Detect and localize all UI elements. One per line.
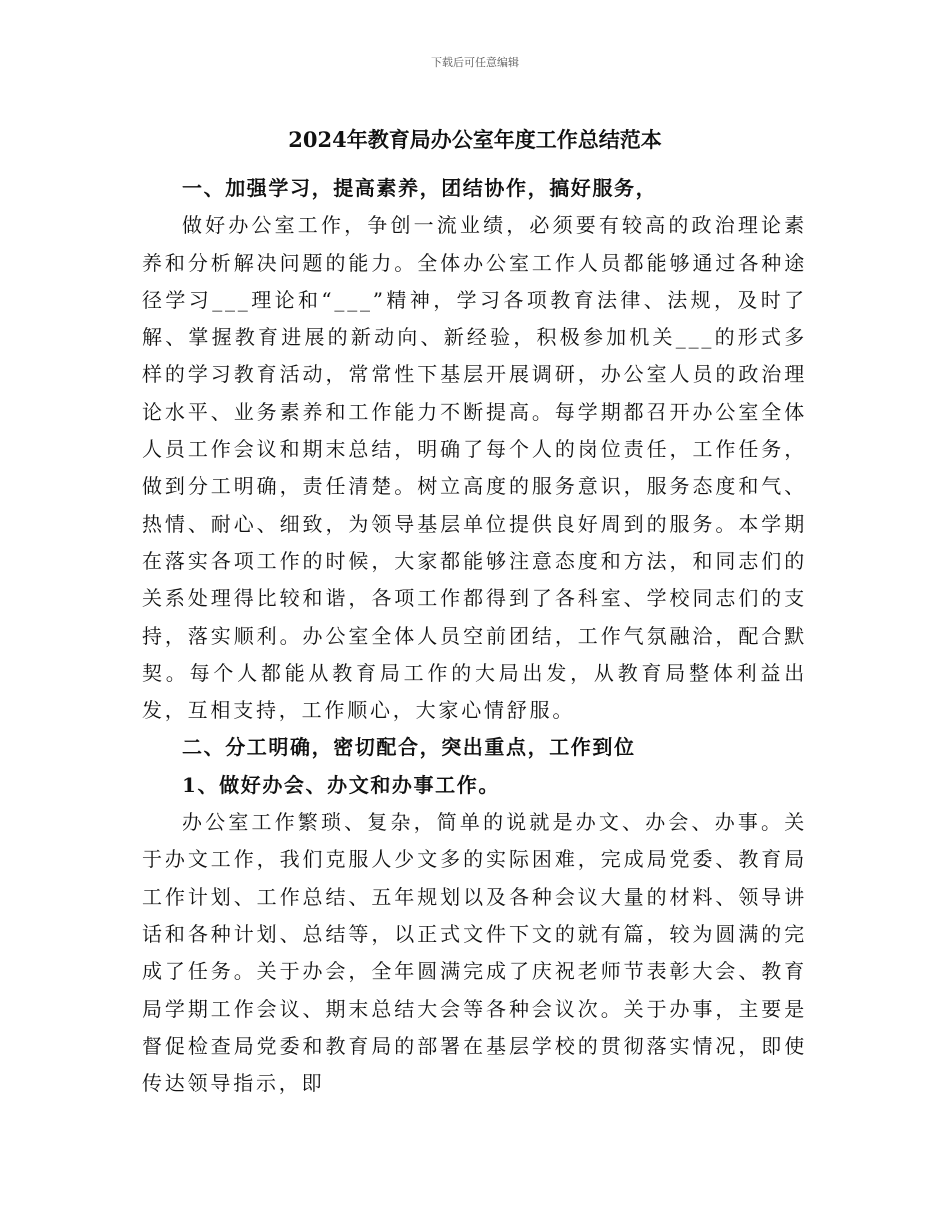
subsection-heading-1: 1、做好办会、办文和办事工作。 [182,772,500,797]
document-body [142,170,807,1102]
paragraph-2: 办公室工作繁琐、复杂，简单的说就是办文、办会、办事。关于办文工作，我们克服人少文多的实际困难，完成局党委、教育局工作计划、工作总结、五年规划以及各种会议大量的材料、领导讲话和各种计划、总结等，以正式文件下文的就有篇，较为圆满的完成了任务。关于办会，全年圆满完成了庆祝老师节表彰大会、教育局学期工作会议、期末总结大会等各种会议次。关于办事，主要是督促检查局党委和教育局的部署在基层学校的贯彻落实情况，即使传达领导指示，即 [142,810,807,1096]
document-title: 2024年教育局办公室年度工作总结范本 [288,127,662,152]
section-heading-1: 一、加强学习，提高素养，团结协作，搞好服务， [182,176,658,200]
header-note: 下载后可任意编辑 [431,56,519,69]
section-heading-2: 二、分工明确，密切配合，突出重点，工作到位 [182,735,636,760]
paragraph-1: 做好办公室工作，争创一流业绩，必须要有较高的政治理论素养和分析解决问题的能力。全体办公室工作人员都能够通过各种途径学习___理论和“___”精神，学习各项教育法律、法规，及时了解、掌握教育进展的新动向、新经验，积极参加机关___的形式多样的学习教育活动，常常性下基层开展调研，办公室人员的政治理论水平、业务素养和工作能力不断提高。每学期都召开办公室全体人员工作会议和期末总结，明确了每个人的岗位责任，工作任务，做到分工明确，责任清楚。树立高度的服务意识，服务态度和气、热情、耐心、细致，为领导基层单位提供良好周到的服务。本学期在落实各项工作的时候，大家都能够注意态度和方法，和同志们的关系处理得比较和谐，各项工作都得到了各科室、学校同志们的支持，落实顺利。办公室全体人员空前团结，工作气氛融洽，配合默契。每个人都能从教育局工作的大局出发，从教育局整体利益出发，互相支持，工作顺心，大家心情舒服。 [142,213,807,723]
